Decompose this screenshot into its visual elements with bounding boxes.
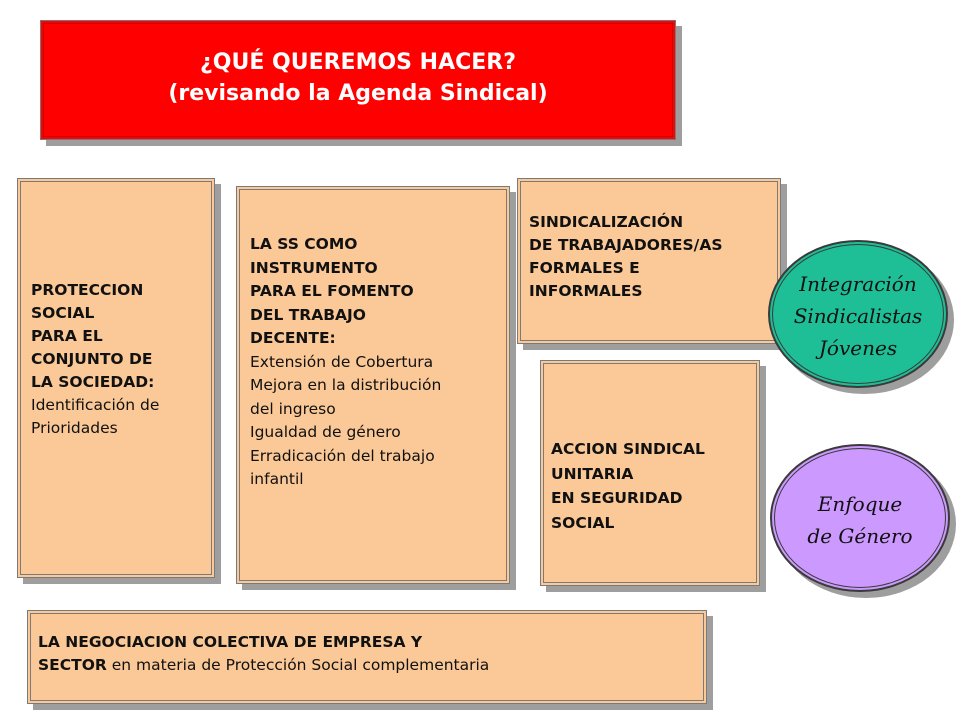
enfoque-text bbox=[772, 488, 948, 552]
ss-normal-4: Erradicación del trabajo bbox=[250, 446, 435, 465]
sindicalizacion-line-2: FORMALES E bbox=[529, 259, 640, 277]
box-negociacion-colectiva bbox=[27, 610, 707, 704]
integracion-line-0: Integración bbox=[799, 272, 917, 296]
enfoque-line-0: Enfoque bbox=[817, 492, 903, 516]
sindicalizacion-text bbox=[529, 211, 779, 303]
sindicalizacion-line-1: DE TRABAJADORES/AS bbox=[529, 236, 723, 254]
enfoque-line-1: de Género bbox=[807, 524, 913, 548]
ss-normal-3: Igualdad de género bbox=[250, 423, 401, 441]
ss-normal-2: del ingreso bbox=[250, 399, 336, 418]
proteccion-normal-1: Prioridades bbox=[31, 419, 118, 437]
ellipse-integracion-jovenes bbox=[768, 240, 948, 388]
title-line-2: (revisando la Agenda Sindical) bbox=[168, 81, 548, 106]
box-sindicalizacion bbox=[517, 178, 781, 344]
ss-bold-0: LA SS COMO bbox=[250, 235, 358, 253]
proteccion-text bbox=[31, 279, 211, 440]
proteccion-bold-4: LA SOCIEDAD: bbox=[31, 373, 155, 391]
negociacion-rest: en materia de Protección Social complementaria bbox=[106, 656, 490, 674]
proteccion-bold-2: PARA EL bbox=[31, 327, 103, 345]
ss-normal-0: Extensión de Cobertura bbox=[250, 352, 434, 371]
title-box bbox=[40, 20, 676, 140]
ss-text bbox=[250, 233, 505, 492]
negociacion-sector: SECTOR bbox=[38, 656, 107, 674]
title-line-1: ¿QUÉ QUEREMOS HACER? bbox=[200, 50, 516, 75]
integracion-line-1: Sindicalistas bbox=[793, 304, 923, 328]
negociacion-line-2 bbox=[38, 654, 703, 677]
box-proteccion-social bbox=[17, 178, 215, 578]
ellipse-enfoque-genero bbox=[770, 444, 950, 592]
accion-line-3: SOCIAL bbox=[551, 513, 615, 532]
sindicalizacion-line-0: SINDICALIZACIÓN bbox=[529, 213, 684, 231]
accion-line-1: UNITARIA bbox=[551, 464, 634, 483]
box-accion-sindical bbox=[540, 360, 760, 586]
proteccion-bold-1: SOCIAL bbox=[31, 304, 95, 322]
ss-bold-1: INSTRUMENTO bbox=[250, 258, 378, 277]
page-title bbox=[41, 47, 675, 109]
accion-line-0: ACCION SINDICAL bbox=[551, 440, 705, 458]
sindicalizacion-line-3: INFORMALES bbox=[529, 282, 643, 300]
negociacion-line-1: LA NEGOCIACION COLECTIVA DE EMPRESA Y bbox=[38, 633, 423, 651]
integracion-text bbox=[770, 268, 946, 364]
accion-line-2: EN SEGURIDAD bbox=[551, 489, 683, 507]
ss-normal-5: infantil bbox=[250, 470, 304, 488]
accion-text bbox=[551, 437, 756, 535]
ss-bold-4: DECENTE: bbox=[250, 329, 336, 347]
box-ss-instrumento bbox=[236, 186, 510, 584]
proteccion-bold-3: CONJUNTO DE bbox=[31, 350, 153, 368]
proteccion-normal-0: Identificación de bbox=[31, 396, 160, 414]
integracion-line-2: Jóvenes bbox=[818, 336, 898, 360]
ss-bold-3: DEL TRABAJO bbox=[250, 305, 366, 324]
negociacion-text bbox=[38, 631, 703, 677]
ss-bold-2: PARA EL FOMENTO bbox=[250, 282, 414, 300]
ss-normal-1: Mejora en la distribución bbox=[250, 376, 442, 394]
proteccion-bold-0: PROTECCION bbox=[31, 281, 144, 299]
